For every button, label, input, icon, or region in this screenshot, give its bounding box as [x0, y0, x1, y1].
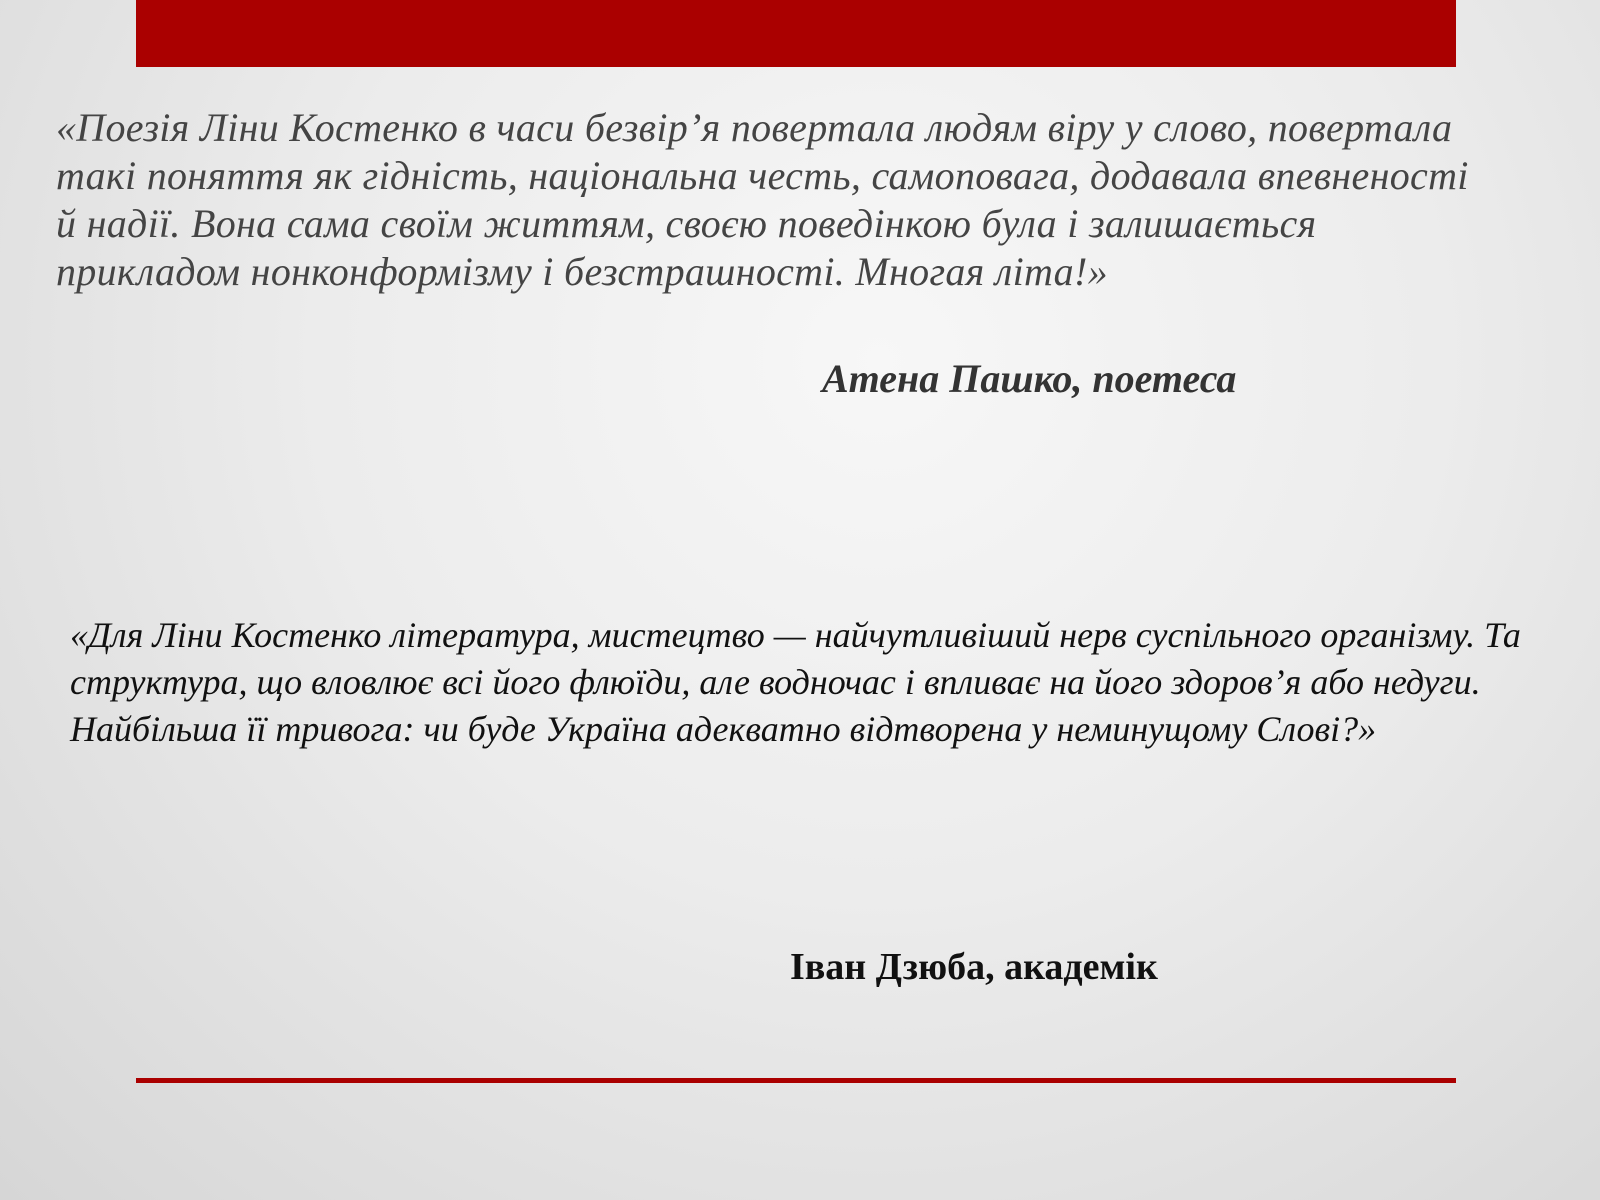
author-pashko: Атена Пашко, поетеса [822, 356, 1237, 401]
author-dziuba: Іван Дзюба, академік [790, 946, 1158, 988]
quote-dziuba: «Для Ліни Костенко література, мистецтво — найчутливіший нерв суспільного організму. Та структура, що вловлює всі його флюїди, але водночас і впливає на його здоров’я або недуги. Найбільша її тривога: чи буде Україна адекватно відтворена у неминущому Слові?» [70, 615, 1521, 749]
quote-pashko: «Поезія Ліни Костенко в часи безвір’я повертала людям віру у слово, повертала такі поняття як гідність, національна честь, самоповага, додавала впевненості й надії. Вона сама своїм життям, своєю поведінкою була і залишається прикладом нонконформізму і безстрашності. Многая літа!» [56, 105, 1469, 294]
bottom-accent-rule [136, 1078, 1456, 1083]
top-accent-bar [136, 0, 1456, 67]
